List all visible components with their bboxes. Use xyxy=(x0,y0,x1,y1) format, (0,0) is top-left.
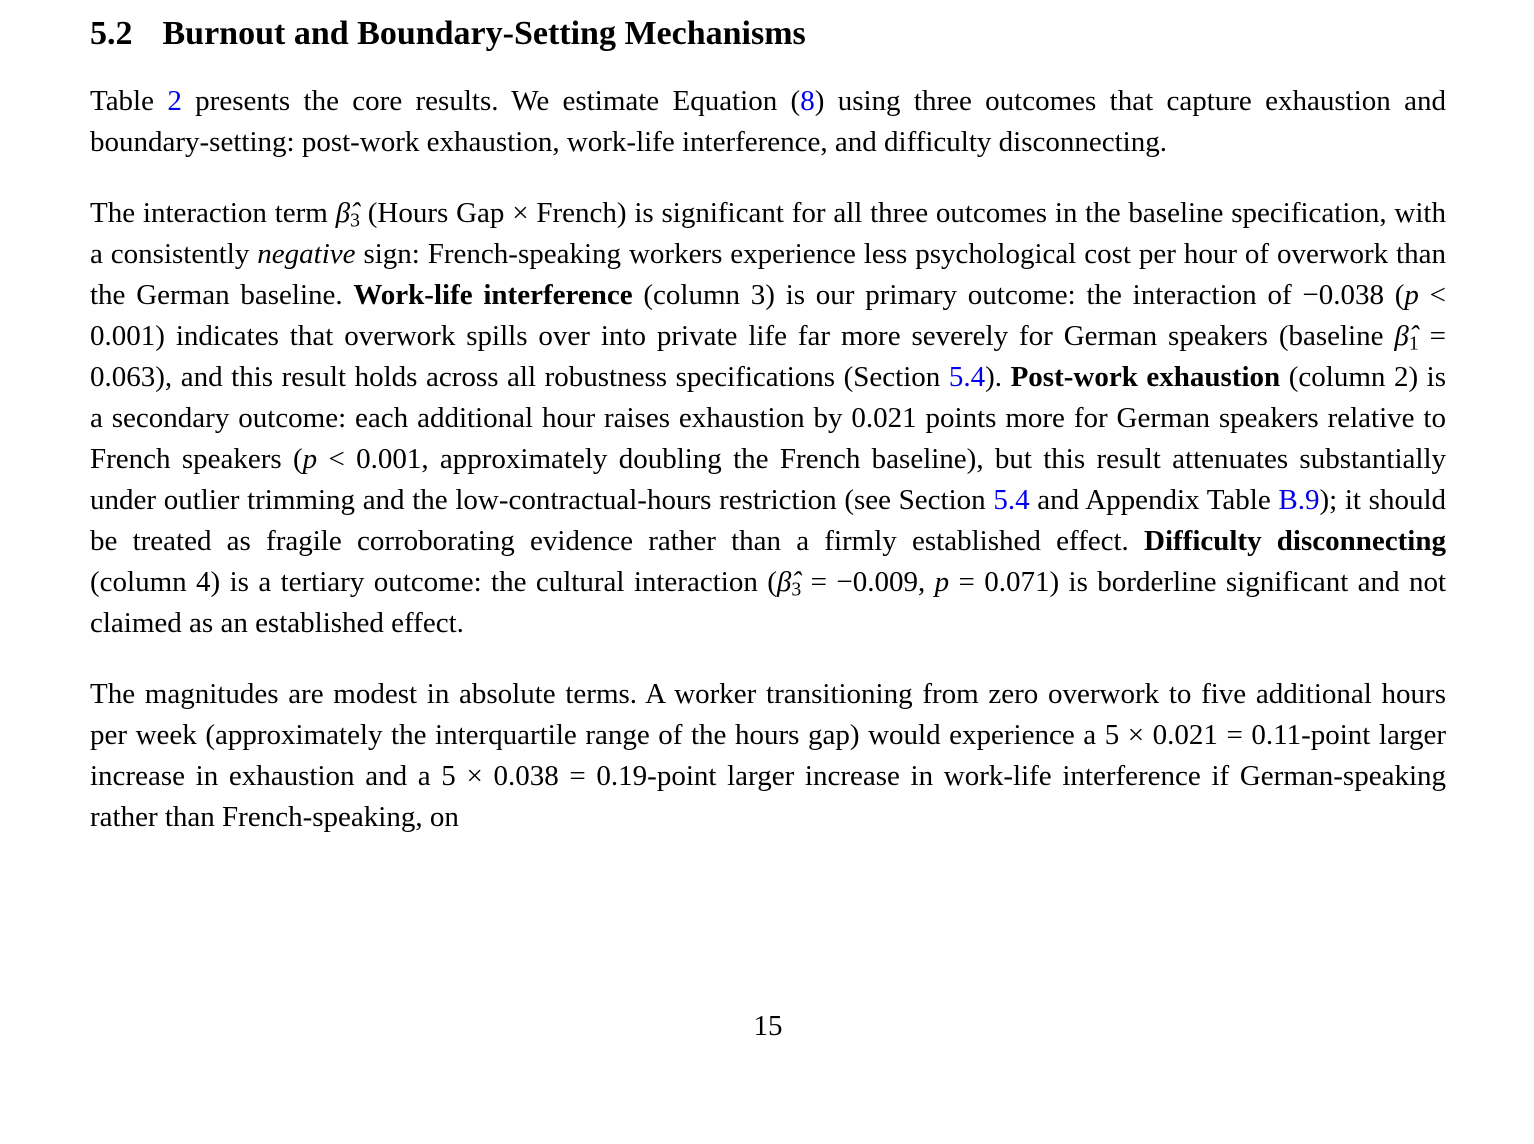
text-segment: = 0.071) is borderline significant and not claimed as an established effect. xyxy=(90,565,1446,639)
text-segment: (column 4) is a tertiary outcome: the cultural interaction ( xyxy=(90,565,777,598)
cross-reference-link[interactable]: B.9 xyxy=(1278,483,1320,516)
text-segment: (column 3) is our primary outcome: the interaction of −0.038 ( xyxy=(632,278,1405,311)
paragraph-intro xyxy=(90,81,1446,163)
cross-reference-link[interactable]: 5.4 xyxy=(993,483,1030,516)
page-content xyxy=(90,14,1446,868)
text-segment: (Hours Gap × French) is significant for all three outcomes in the baseline specification, with a consistently xyxy=(90,196,1446,270)
section-heading xyxy=(90,14,1446,55)
paragraph-interaction-results xyxy=(90,193,1446,644)
text-segment: Difficulty disconnecting xyxy=(1144,524,1446,557)
cross-reference-link[interactable]: 2 xyxy=(167,84,182,117)
section-number: 5.2 xyxy=(90,15,133,52)
text-segment: Work-life interference xyxy=(353,278,633,311)
text-segment: β̂ xyxy=(776,565,792,598)
page-number: 15 xyxy=(753,1010,783,1042)
text-segment: 1 xyxy=(1408,332,1419,355)
text-segment: ); it should be treated as fragile corroborating evidence rather than a firmly established effect. xyxy=(90,483,1446,557)
cross-reference-link[interactable]: 8 xyxy=(800,84,815,117)
text-segment: ) using three outcomes that capture exhaustion and boundary-setting: post-work exhaustion, work-life interference, and difficulty disconnecting. xyxy=(90,84,1446,158)
text-segment: 3 xyxy=(791,578,802,601)
text-segment: p xyxy=(934,565,950,598)
text-segment: < 0.001, approximately doubling the French baseline), but this result attenuates substantially under outlier trimming and the low-contractual-hours restriction (see Section xyxy=(90,442,1447,516)
text-segment: β̂ xyxy=(1394,319,1409,352)
section-title: Burnout and Boundary-Setting Mechanisms xyxy=(162,15,806,52)
text-segment: The magnitudes are modest in absolute terms. A worker transitioning from zero overwork to five additional hours per week (approximately the interquartile range of the hours gap) would experience a 5 × 0.021 = 0.11-point larger increase in exhaustion and a 5 × 0.038 = 0.19-point larger increase in work-life interference if German-speaking rather than French-speaking, on xyxy=(90,677,1446,833)
text-segment: p xyxy=(1404,278,1419,311)
text-segment: Table xyxy=(90,84,168,117)
text-segment: β̂ xyxy=(335,196,351,229)
text-segment: presents the core results. We estimate Equation ( xyxy=(181,84,801,117)
paragraph-magnitudes xyxy=(90,674,1446,838)
text-segment: negative xyxy=(257,237,356,270)
text-segment: sign: French-speaking workers experience less psychological cost per hour of overwork than the German baseline. xyxy=(90,237,1446,311)
text-segment: The interaction term xyxy=(90,196,336,229)
text-segment: 3 xyxy=(350,209,360,232)
cross-reference-link[interactable]: 5.4 xyxy=(948,360,986,393)
text-segment: (column 2) is a secondary outcome: each additional hour raises exhaustion by 0.021 points more for German speakers relative to French speakers ( xyxy=(90,360,1447,475)
text-segment: p xyxy=(302,442,318,475)
text-segment: and Appendix Table xyxy=(1029,483,1279,516)
text-segment: < 0.001) indicates that overwork spills over into private life far more severely for German speakers (baseline xyxy=(90,278,1447,352)
text-segment: ). xyxy=(985,360,1011,393)
text-segment: Post-work exhaustion xyxy=(1010,360,1281,393)
text-segment: = −0.009, xyxy=(801,565,935,598)
text-segment: = 0.063), and this result holds across all robustness specifications (Section xyxy=(90,319,1446,393)
